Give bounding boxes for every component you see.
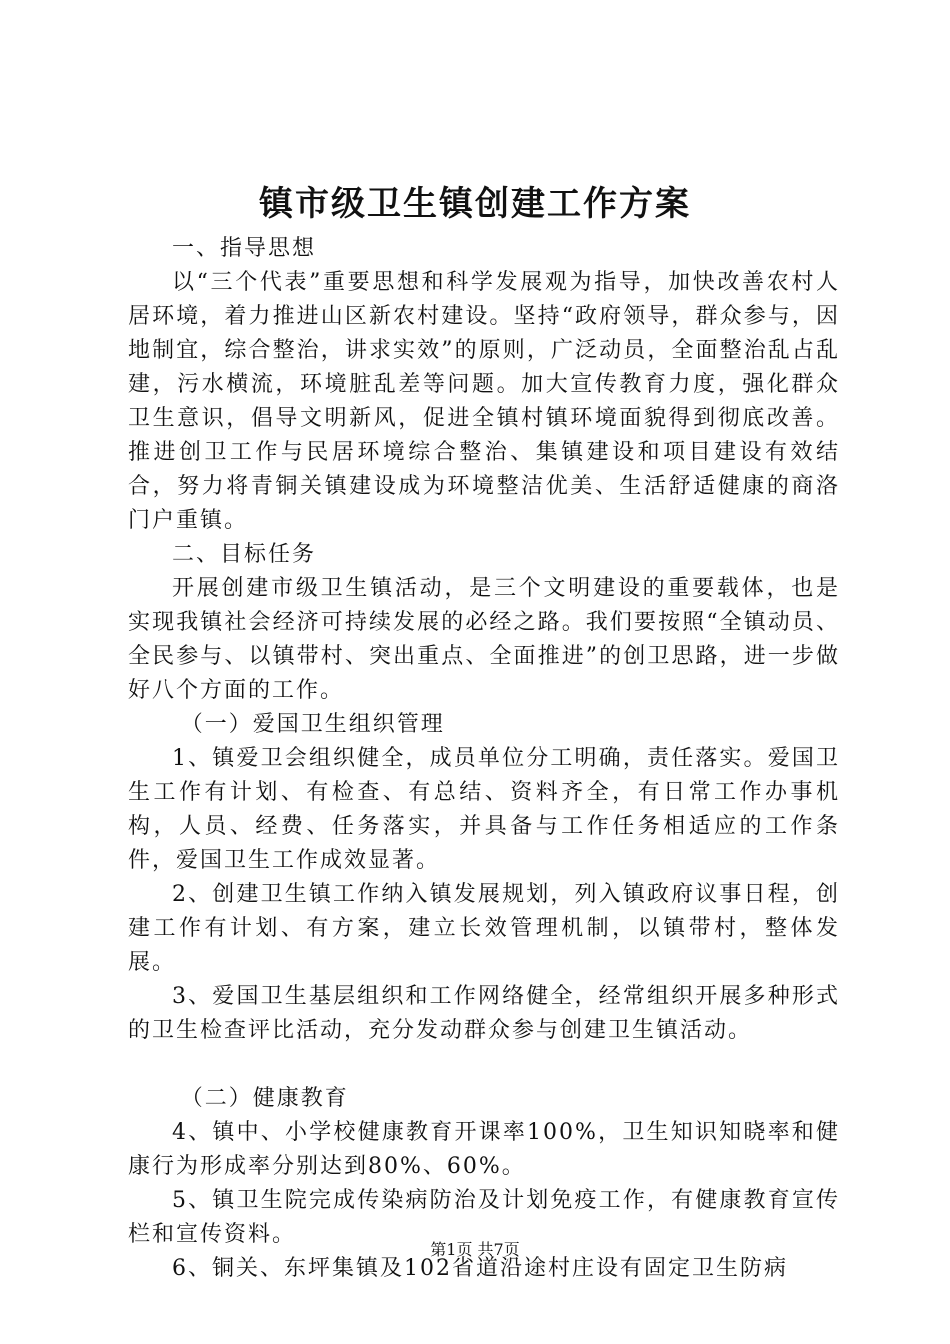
document-title: 镇市级卫生镇创建工作方案 [259, 184, 691, 224]
subsection-heading-health-education: （二）健康教育 [180, 1086, 349, 1111]
subsection-heading-patriotic-health: （一）爱国卫生组织管理 [180, 712, 445, 737]
section-heading-guiding-ideology: 一、指导思想 [172, 236, 317, 261]
paragraph-guiding-ideology: 以“三个代表”重要思想和科学发展观为指导，加快改善农村人居环境，着力推进山区新农村建设。坚持“政府领导，群众参与，因地制宜，综合整治，讲求实效”的原则，广泛动员，全面整治乱占乱建，污水横流，环境脏乱差等问题。加大宣传教育力度，强化群众卫生意识，倡导文明新风，促进全镇村镇环境面貌得到彻底改善。推进创卫工作与民居环境综合整治、集镇建设和项目建设有效结合，努力将青铜关镇建设成为环境整洁优美、生活舒适健康的商洛门户重镇。 [128, 270, 840, 533]
paragraph-item-3: 3、爱国卫生基层组织和工作网络健全，经常组织开展多种形式的卫生检查评比活动，充分发动群众参与创建卫生镇活动。 [128, 984, 840, 1043]
blank-line [128, 1048, 840, 1082]
paragraph-item-6: 6、铜关、东坪集镇及102省道沿途村庄设有固定卫生防病 [172, 1256, 788, 1281]
paragraph-item-4: 4、镇中、小学校健康教育开课率100%，卫生知识知晓率和健康行为形成率分别达到80%、60%。 [128, 1120, 840, 1179]
page-footer: 第1页 共7页 [430, 1240, 520, 1259]
paragraph-goals: 开展创建市级卫生镇活动，是三个文明建设的重要载体，也是实现我镇社会经济可持续发展的必经之路。我们要按照“全镇动员、全民参与、以镇带村、突出重点、全面推进”的创卫思路，进一步做好八个方面的工作。 [128, 576, 840, 703]
document-body [128, 232, 840, 1286]
paragraph-item-1: 1、镇爱卫会组织健全，成员单位分工明确，责任落实。爱国卫生工作有计划、有检查、有总结、资料齐全，有日常工作办事机构，人员、经费、任务落实，并具备与工作任务相适应的工作条件，爱国卫生工作成效显著。 [128, 746, 840, 873]
paragraph-item-2: 2、创建卫生镇工作纳入镇发展规划，列入镇政府议事日程，创建工作有计划、有方案，建立长效管理机制，以镇带村，整体发展。 [128, 882, 840, 975]
paragraph-item-5: 5、镇卫生院完成传染病防治及计划免疫工作，有健康教育宣传栏和宣传资料。 [128, 1188, 840, 1247]
section-heading-goals: 二、目标任务 [172, 542, 317, 567]
